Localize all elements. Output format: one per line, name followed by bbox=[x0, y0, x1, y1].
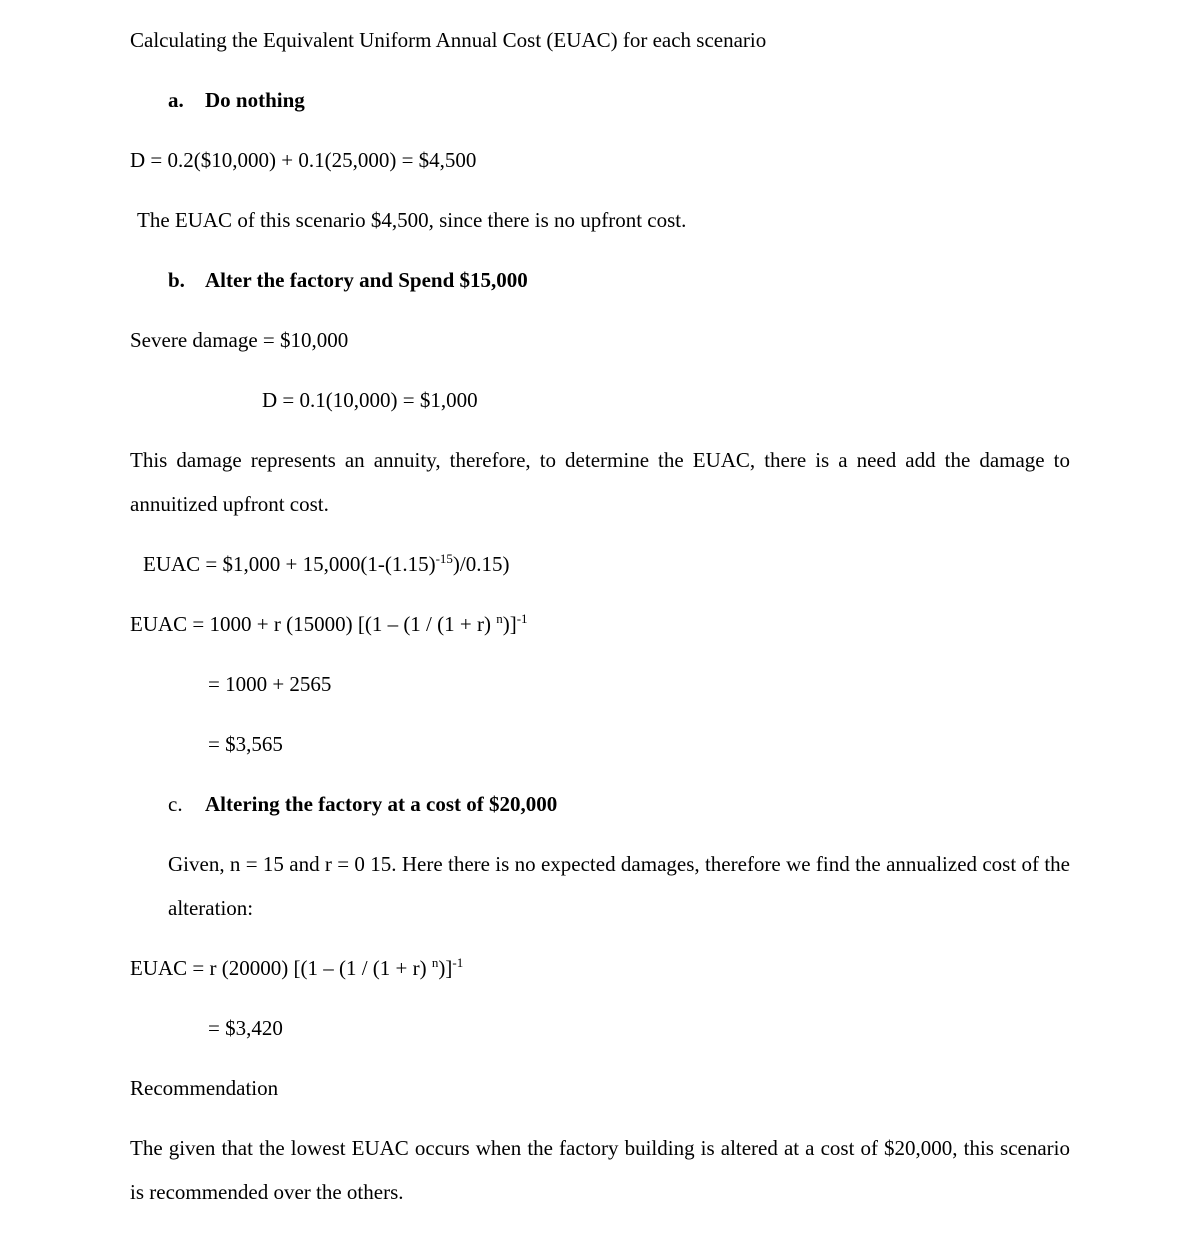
list-marker-a: a. bbox=[168, 88, 184, 112]
formula-euac-b2-exponent-neg1: -1 bbox=[516, 611, 528, 626]
euac-statement-a: The EUAC of this scenario $4,500, since there is no upfront cost. bbox=[137, 208, 687, 232]
list-item-a bbox=[168, 78, 1070, 122]
formula-euac-b1-exponent: -15 bbox=[435, 551, 453, 566]
formula-euac-b2-exponent-n: n bbox=[496, 611, 503, 626]
formula-euac-c1-pre: EUAC = r (20000) [(1 – (1 / (1 + r) bbox=[130, 956, 432, 980]
total-line-b: = $3,565 bbox=[208, 732, 283, 756]
sum-line-b: = 1000 + 2565 bbox=[208, 672, 332, 696]
list-label-c: Altering the factory at a cost of $20,000 bbox=[205, 792, 558, 816]
formula-euac-b2-pre: EUAC = 1000 + r (15000) [(1 – (1 / (1 + r) bbox=[130, 612, 497, 636]
formula-euac-b1-mid: )/0.15) bbox=[452, 552, 510, 576]
given-paragraph: Given, n = 15 and r = 0 15. Here there is no expected damages, therefore we find the annualized cost of the alteration: bbox=[168, 852, 1070, 920]
annuity-paragraph: This damage represents an annuity, therefore, to determine the EUAC, there is a need add the damage to annuitized upfront cost. bbox=[130, 448, 1070, 516]
damage-equation-a: D = 0.2($10,000) + 0.1(25,000) = $4,500 bbox=[130, 148, 477, 172]
formula-euac-c1-exponent-neg1: -1 bbox=[452, 955, 464, 970]
recommendation-heading: Recommendation bbox=[130, 1076, 279, 1100]
document-title: Calculating the Equivalent Uniform Annual Cost (EUAC) for each scenario bbox=[130, 28, 767, 52]
list-item-b bbox=[168, 258, 1070, 302]
formula-euac-b1-pre: EUAC = $1,000 + 15,000(1-(1.15) bbox=[143, 552, 436, 576]
formula-euac-c1-exponent-n: n bbox=[431, 955, 439, 970]
list-marker-b: b. bbox=[168, 268, 185, 292]
formula-euac-b2-mid: )] bbox=[502, 612, 517, 636]
list-marker-c: c. bbox=[168, 792, 183, 816]
list-label-b: Alter the factory and Spend $15,000 bbox=[205, 268, 528, 292]
formula-euac-c1 bbox=[130, 946, 1070, 990]
damage-equation-b: D = 0.1(10,000) = $1,000 bbox=[262, 388, 478, 412]
formula-euac-b2 bbox=[130, 602, 1070, 646]
severe-damage-line: Severe damage = $10,000 bbox=[130, 328, 349, 352]
list-label-a: Do nothing bbox=[205, 88, 305, 112]
formula-euac-b1 bbox=[143, 542, 1070, 586]
formula-euac-c1-mid: )] bbox=[438, 956, 453, 980]
list-item-c bbox=[168, 782, 1070, 826]
recommendation-paragraph: The given that the lowest EUAC occurs when the factory building is altered at a cost of $20,000, this scenario is recommended over the others. bbox=[130, 1136, 1070, 1204]
total-line-c: = $3,420 bbox=[208, 1016, 283, 1040]
